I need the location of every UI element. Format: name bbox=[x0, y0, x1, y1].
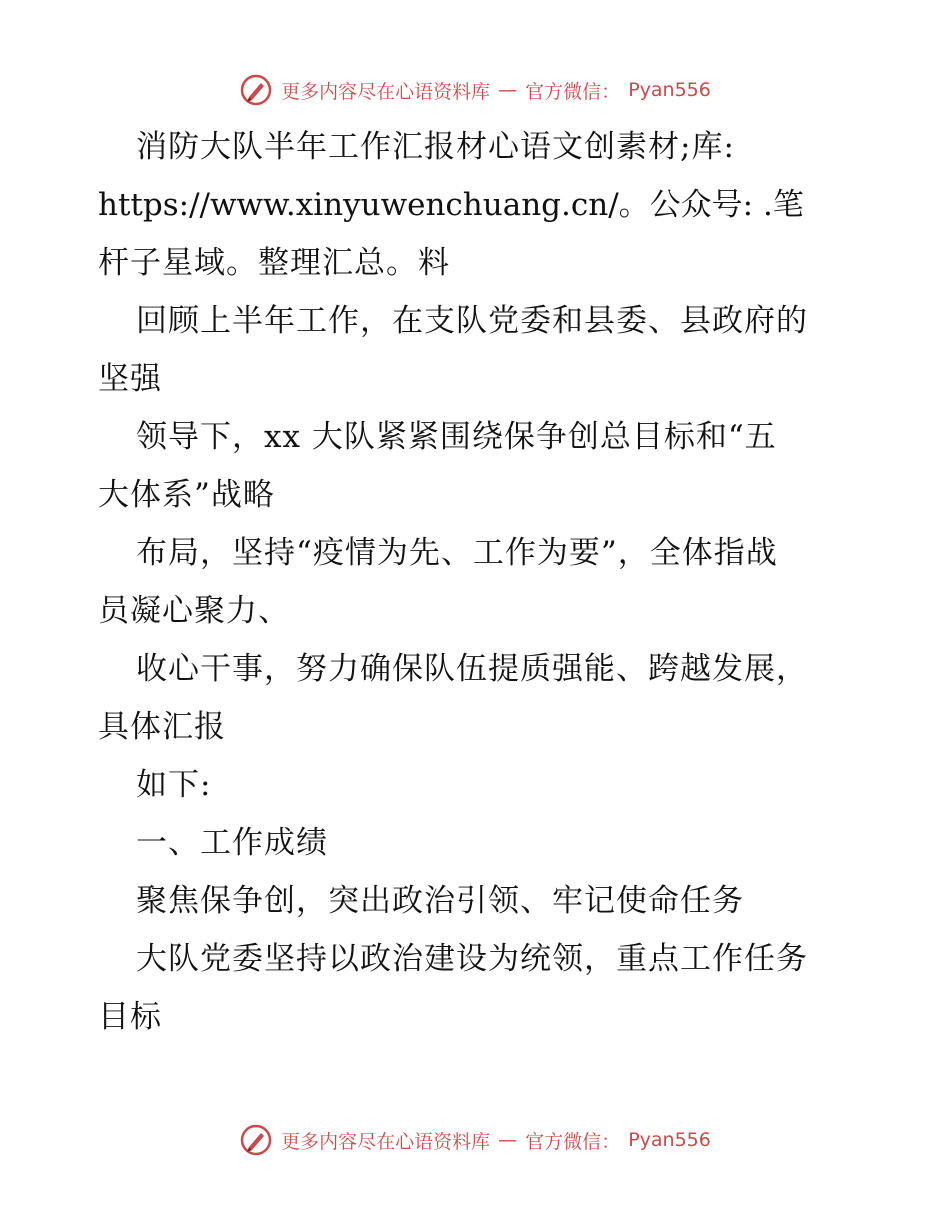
document-body bbox=[98, 118, 858, 1046]
document-line: 收心干事，努力确保队伍提质强能、跨越发展， bbox=[136, 651, 808, 687]
document-line: 目标 bbox=[98, 999, 162, 1035]
document-line: 回顾上半年工作，在支队党委和县委、县政府的 bbox=[136, 303, 808, 339]
footer-banner bbox=[0, 1120, 950, 1160]
document-line: 杆子星域。整理汇总。料 bbox=[98, 245, 450, 281]
header-banner-separator: — bbox=[498, 79, 518, 101]
header-banner-title: 更多内容尽在心语资料库 bbox=[281, 80, 491, 103]
document-line: https://www.xinyuwenchuang.cn/。公众号: .笔 bbox=[98, 187, 804, 223]
header-banner bbox=[0, 70, 950, 110]
header-banner-wechat-label: 官方微信： bbox=[525, 80, 621, 103]
header-banner-wechat-id: Pyan556 bbox=[628, 79, 711, 101]
document-line: 大队党委坚持以政治建设为统领，重点工作任务 bbox=[136, 941, 808, 977]
document-line: 消防大队半年工作汇报材心语文创素材;库: bbox=[136, 129, 735, 165]
footer-banner-separator: — bbox=[498, 1129, 518, 1151]
pen-in-circle-logo-icon bbox=[239, 1123, 273, 1157]
document-line: 聚焦保争创，突出政治引领、牢记使命任务 bbox=[136, 883, 744, 919]
document-line: 如下: bbox=[136, 767, 212, 803]
document-line: 具体汇报 bbox=[98, 709, 226, 745]
document-line: 员凝心聚力、 bbox=[98, 593, 290, 629]
section-heading: 一、工作成绩 bbox=[136, 825, 328, 861]
pen-in-circle-logo-icon bbox=[239, 73, 273, 107]
document-line: 领导下，xx 大队紧紧围绕保争创总目标和“五 bbox=[136, 419, 777, 455]
footer-banner-wechat-id: Pyan556 bbox=[628, 1129, 711, 1151]
document-line: 坚强 bbox=[98, 361, 162, 397]
footer-banner-title: 更多内容尽在心语资料库 bbox=[281, 1130, 491, 1153]
document-line: 布局，坚持“疫情为先、工作为要”，全体指战 bbox=[136, 535, 778, 571]
document-line: 大体系”战略 bbox=[98, 477, 275, 513]
footer-banner-wechat-label: 官方微信： bbox=[525, 1130, 621, 1153]
